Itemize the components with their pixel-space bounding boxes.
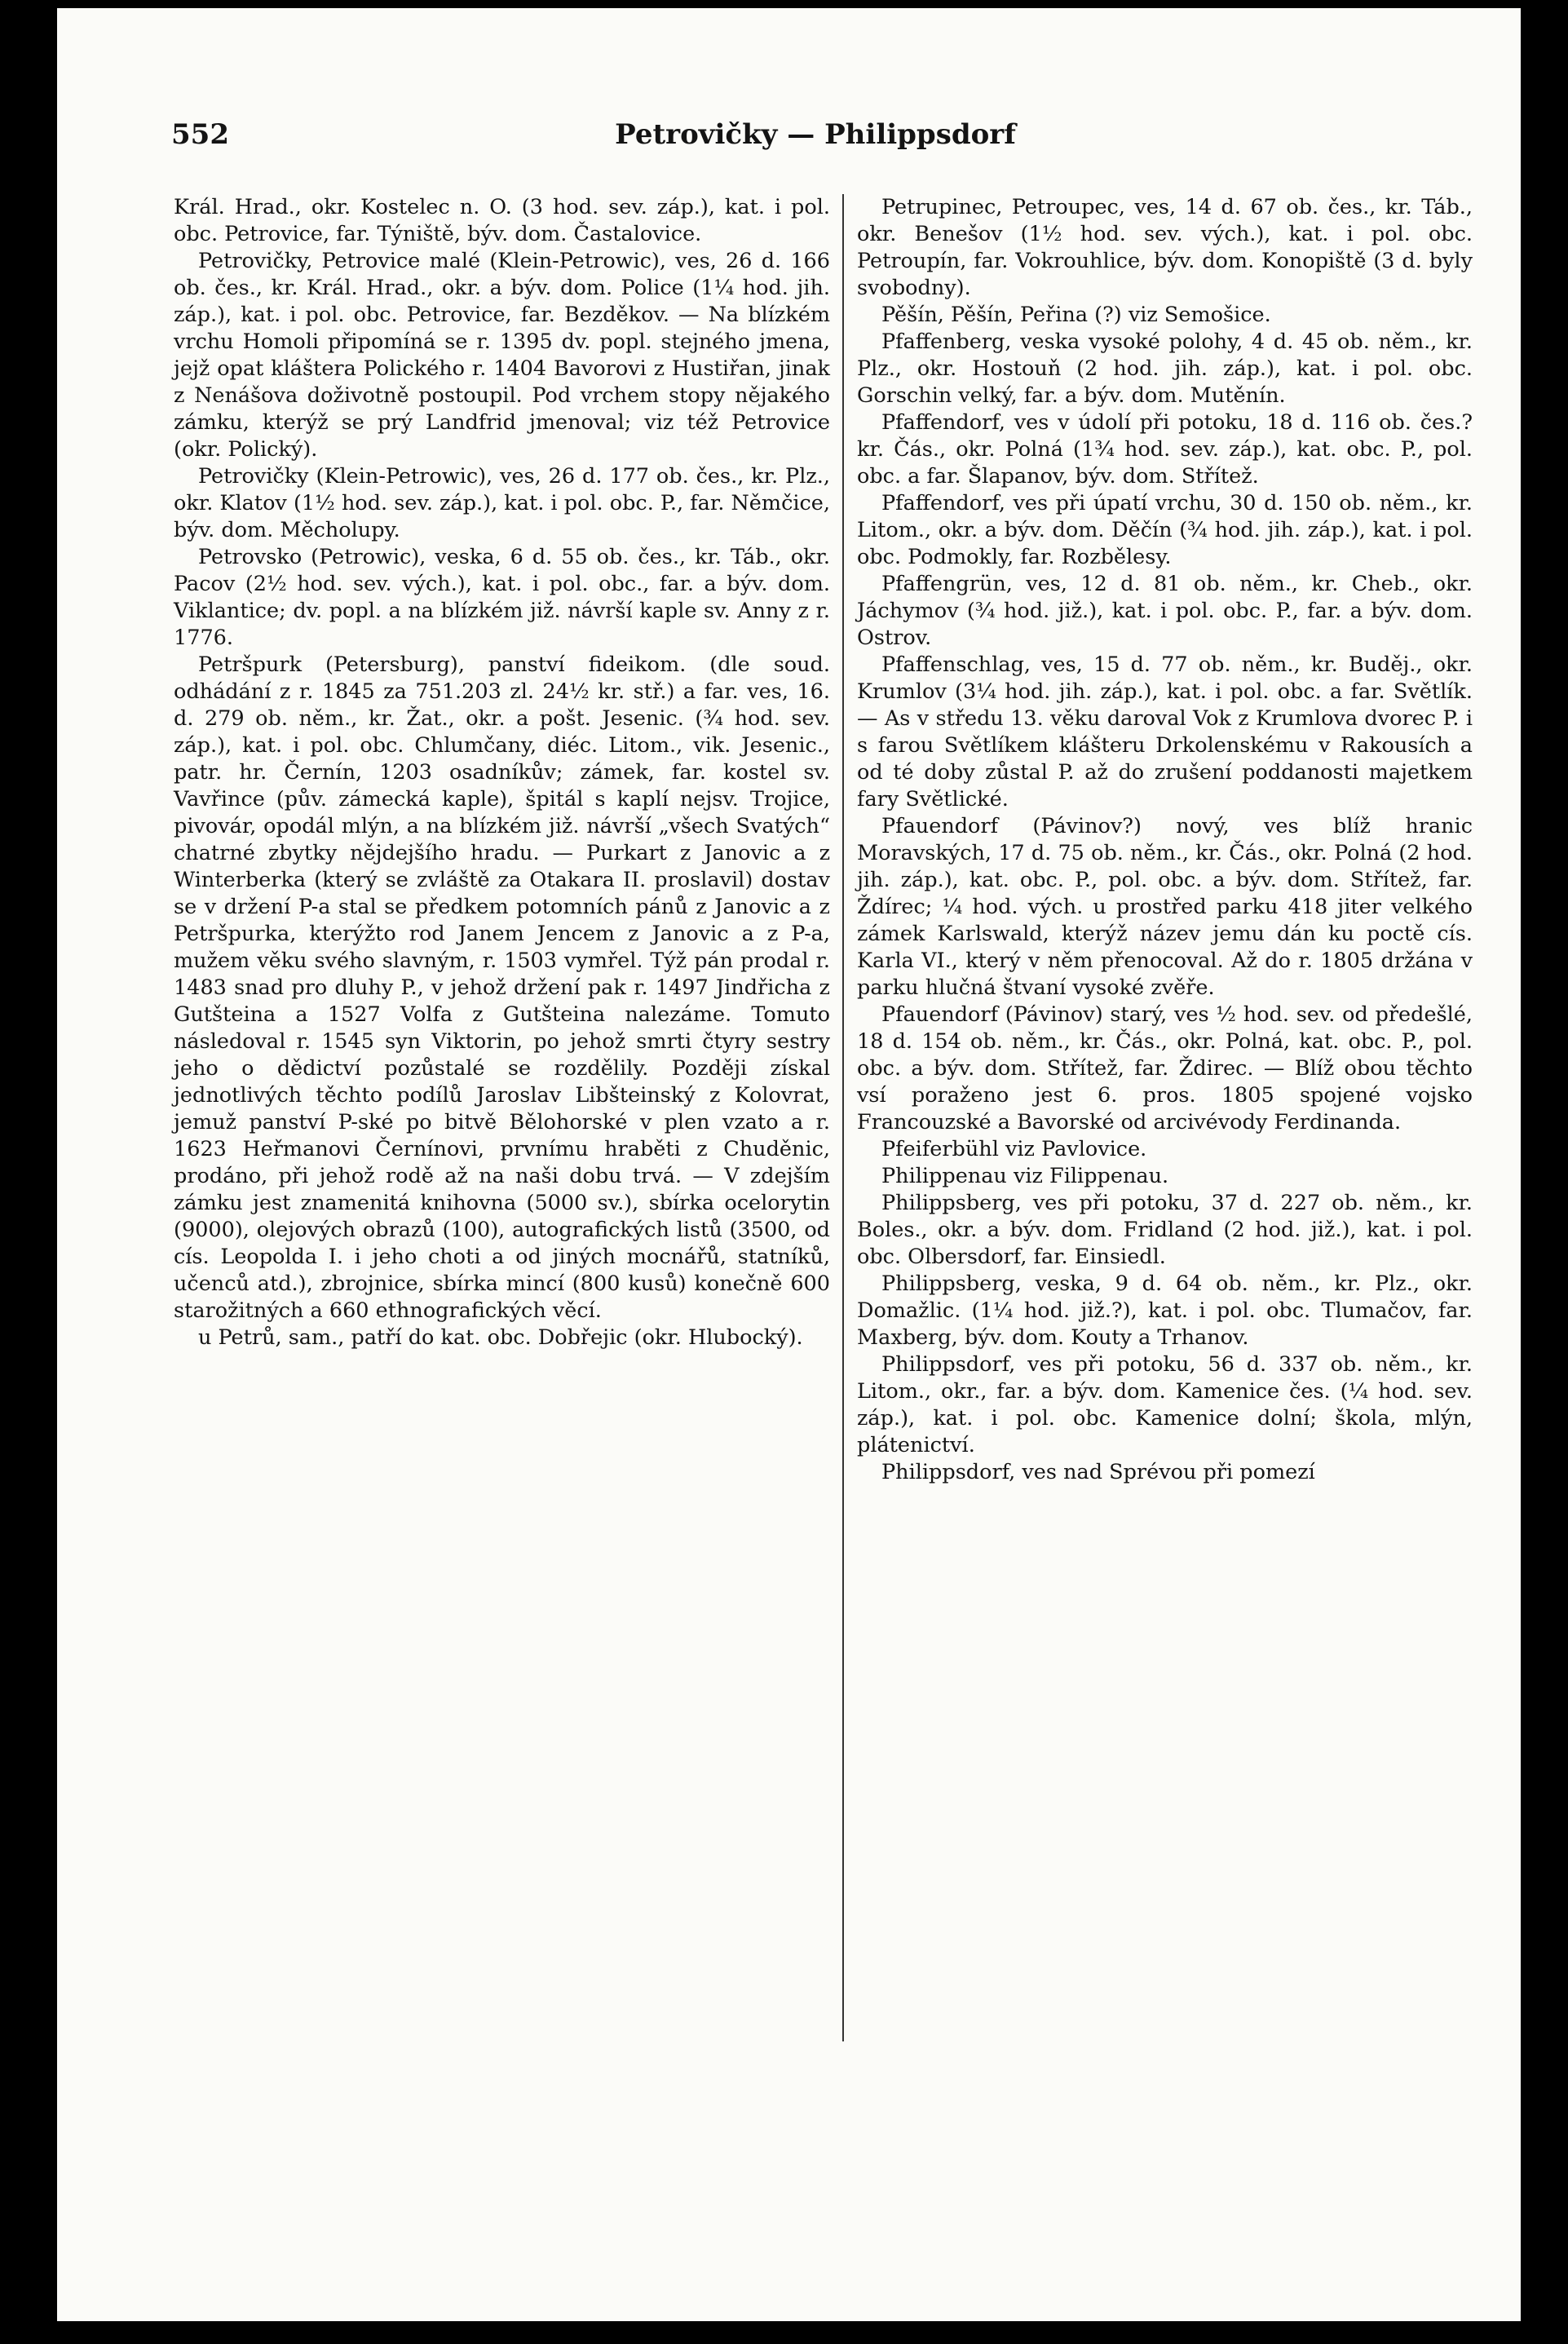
entry-paragraph: Král. Hrad., okr. Kostelec n. O. (3 hod. sev. záp.), kat. i pol. obc. Petrovice, far. Týniště, býv. dom. Častalovice. — [174, 195, 830, 246]
entry-paragraph: Petrupinec, Petroupec, ves, 14 d. 67 ob. čes., kr. Táb., okr. Benešov (1½ hod. sev. vých.), kat. i pol. obc. Petroupín, far. Vokrouhlice, býv. dom. Konopiště (3 d. byly svobodny). — [857, 195, 1473, 300]
entry-paragraph: Pfaffengrün, ves, 12 d. 81 ob. něm., kr. Cheb., okr. Jáchymov (¾ hod. již.), kat. i pol. obc. P., far. a býv. dom. Ostrov. — [857, 572, 1473, 650]
left-column — [174, 194, 830, 1351]
entry-paragraph: Petršpurk (Petersburg), panství fideikom. (dle soud. odhádání z r. 1845 za 751.203 zl. 24½ kr. stř.) a far. ves, 16. d. 279 ob. něm., kr. Žat., okr. a pošt. Jesenic. (¾ hod. sev. záp.), kat. i pol. obc. Chlumčany, diéc. Litom., vik. Jesenic., patr. hr. Černín, 1203 osadníkův; zámek, far. kostel sv. Vavřince (pův. zámecká kaple), špitál s kaplí nejsv. Trojice, pivovár, opodál mlýn, a na blízkém již. návrší „všech Svatých“ chatrné zbytky nějdejšího hradu. — Purkart z Janovic a z Winterberka (který se zvláště za Otakara II. proslavil) dostav se v držení P-a stal se předkem potomních pánů z Janovic a z Petršpurka, kterýžto rod Janem Jencem z Janovic a z P-a, mužem věku svého slavným, r. 1503 vymřel. Týž pán prodal r. 1483 snad pro dluhy P., v jehož držení pak r. 1497 Jindřicha z Gutšteina a 1527 Volfa z Gutšteina nalezáme. Tomuto následoval r. 1545 syn Viktorin, po jehož smrti čtyry sestry jeho o dědictví pozůstalé se rozdělily. Později získal jednotlivých těchto podílů Jaroslav Libšteinský z Kolovrat, jemuž panství P-ské po bitvě Bělohorské v plen vzato a r. 1623 Heřmanovi Černínovi, prvnímu hraběti z Chuděnic, prodáno, při jehož rodě až na naši dobu trvá. — V zdejším zámku jest znamenitá knihovna (5000 sv.), sbírka ocelorytin (9000), olejových obrazů (100), autografických listů (3500, od cís. Leopolda I. i jeho choti a od jiných mocnářů, statníků, učenců atd.), zbrojnice, sbírka mincí (800 kusů) konečně 600 starožitných a 660 ethnografických věcí. — [174, 652, 830, 1323]
entry-paragraph: Pfauendorf (Pávinov) starý, ves ½ hod. sev. od předešlé, 18 d. 154 ob. něm., kr. Čás., okr. Polná, kat. obc. P., pol. obc. a býv. dom. Střítež, far. Ždirec. — Blíž obou těchto vsí poraženo jest 6. pros. 1805 spojené vojsko Francouzské a Bavorské od arcivévody Ferdinanda. — [857, 1002, 1473, 1134]
entry-paragraph: Philippsberg, ves při potoku, 37 d. 227 ob. něm., kr. Boles., okr. a býv. dom. Fridland (2 hod. již.), kat. i pol. obc. Olbersdorf, far. Einsiedl. — [857, 1191, 1473, 1269]
page-header — [171, 118, 1460, 167]
running-title: Petrovičky — Philippsdorf — [615, 118, 1016, 151]
entry-paragraph: Philippsberg, veska, 9 d. 64 ob. něm., kr. Plz., okr. Domažlic. (1¼ hod. již.?), kat. i pol. obc. Tlumačov, far. Maxberg, býv. dom. Kouty a Trhanov. — [857, 1272, 1473, 1350]
right-column — [857, 194, 1473, 1486]
column-divider — [842, 194, 844, 2041]
entry-paragraph: Pfaffenschlag, ves, 15 d. 77 ob. něm., kr. Buděj., okr. Krumlov (3¼ hod. jih. záp.), kat. i pol. obc. a far. Světlík. — As v středu 13. věku daroval Vok z Krumlova dvorec P. i s farou Světlíkem klášteru Drkolenskému v Rakousích a od té doby zůstal P. až do zrušení poddanosti majetkem fary Světlické. — [857, 652, 1473, 812]
entry-paragraph: Pfaffendorf, ves v údolí při potoku, 18 d. 116 ob. čes.? kr. Čás., okr. Polná (1¾ hod. sev. záp.), kat. obc. P., pol. obc. a far. Šlapanov, býv. dom. Střítež. — [857, 410, 1473, 489]
page-number: 552 — [171, 118, 229, 151]
entry-paragraph: Petrovsko (Petrowic), veska, 6 d. 55 ob. čes., kr. Táb., okr. Pacov (2½ hod. sev. vých.), kat. i pol. obc., far. a býv. dom. Viklantice; dv. popl. a na blízkém již. návrší kaple sv. Anny z r. 1776. — [174, 545, 830, 650]
entry-paragraph: Philippsdorf, ves při potoku, 56 d. 337 ob. něm., kr. Litom., okr., far. a býv. dom. Kamenice čes. (¼ hod. sev. záp.), kat. i pol. obc. Kamenice dolní; škola, mlýn, plátenictví. — [857, 1352, 1473, 1457]
entry-paragraph: Philippsdorf, ves nad Sprévou při pomezí — [881, 1460, 1315, 1484]
entry-paragraph: Pěšín, Pěšín, Peřina (?) viz Semošice. — [881, 303, 1271, 327]
entry-paragraph: u Petrů, sam., patří do kat. obc. Dobřejic (okr. Hlubocký). — [198, 1325, 803, 1350]
entry-paragraph: Petrovičky, Petrovice malé (Klein-Petrowic), ves, 26 d. 166 ob. čes., kr. Král. Hrad., okr. a býv. dom. Police (1¼ hod. jih. záp.), kat. i pol. obc. Petrovice, far. Bezděkov. — Na blízkém vrchu Homoli připomíná se r. 1395 dv. popl. stejného jmena, jejž opat kláštera Polického r. 1404 Bavorovi z Hustiřan, jinak z Nenášova doživotně postoupil. Pod vrchem stopy nějakého zámku, kterýž se prý Landfrid jmenoval; viz též Petrovice (okr. Polický). — [174, 249, 830, 462]
scanned-page — [57, 8, 1521, 2321]
entry-paragraph: Pfauendorf (Pávinov?) nový, ves blíž hranic Moravských, 17 d. 75 ob. něm., kr. Čás., okr. Polná (2 hod. jih. záp.), kat. obc. P., pol. obc. a býv. dom. Střítež, far. Ždírec; ¼ hod. vých. u prostřed parku 418 jiter velkého zámek Karlswald, kterýž název jemu dán ku poctě cís. Karla VI., který v něm přenocoval. Až do r. 1805 držána v parku hlučná štvaní vysoké zvěře. — [857, 814, 1473, 1000]
entry-paragraph: Petrovičky (Klein-Petrowic), ves, 26 d. 177 ob. čes., kr. Plz., okr. Klatov (1½ hod. sev. záp.), kat. i pol. obc. P., far. Němčice, býv. dom. Měcholupy. — [174, 464, 830, 542]
entry-paragraph: Pfaffenberg, veska vysoké polohy, 4 d. 45 ob. něm., kr. Plz., okr. Hostouň (2 hod. jih. záp.), kat. i pol. obc. Gorschin velký, far. a býv. dom. Mutěnín. — [857, 329, 1473, 408]
entry-paragraph: Pfaffendorf, ves při úpatí vrchu, 30 d. 150 ob. něm., kr. Litom., okr. a býv. dom. Děčín (¾ hod. jih. záp.), kat. i pol. obc. Podmokly, far. Rozbělesy. — [857, 491, 1473, 569]
entry-paragraph: Pfeiferbühl viz Pavlovice. — [881, 1137, 1147, 1161]
entry-paragraph: Philippenau viz Filippenau. — [881, 1164, 1169, 1188]
